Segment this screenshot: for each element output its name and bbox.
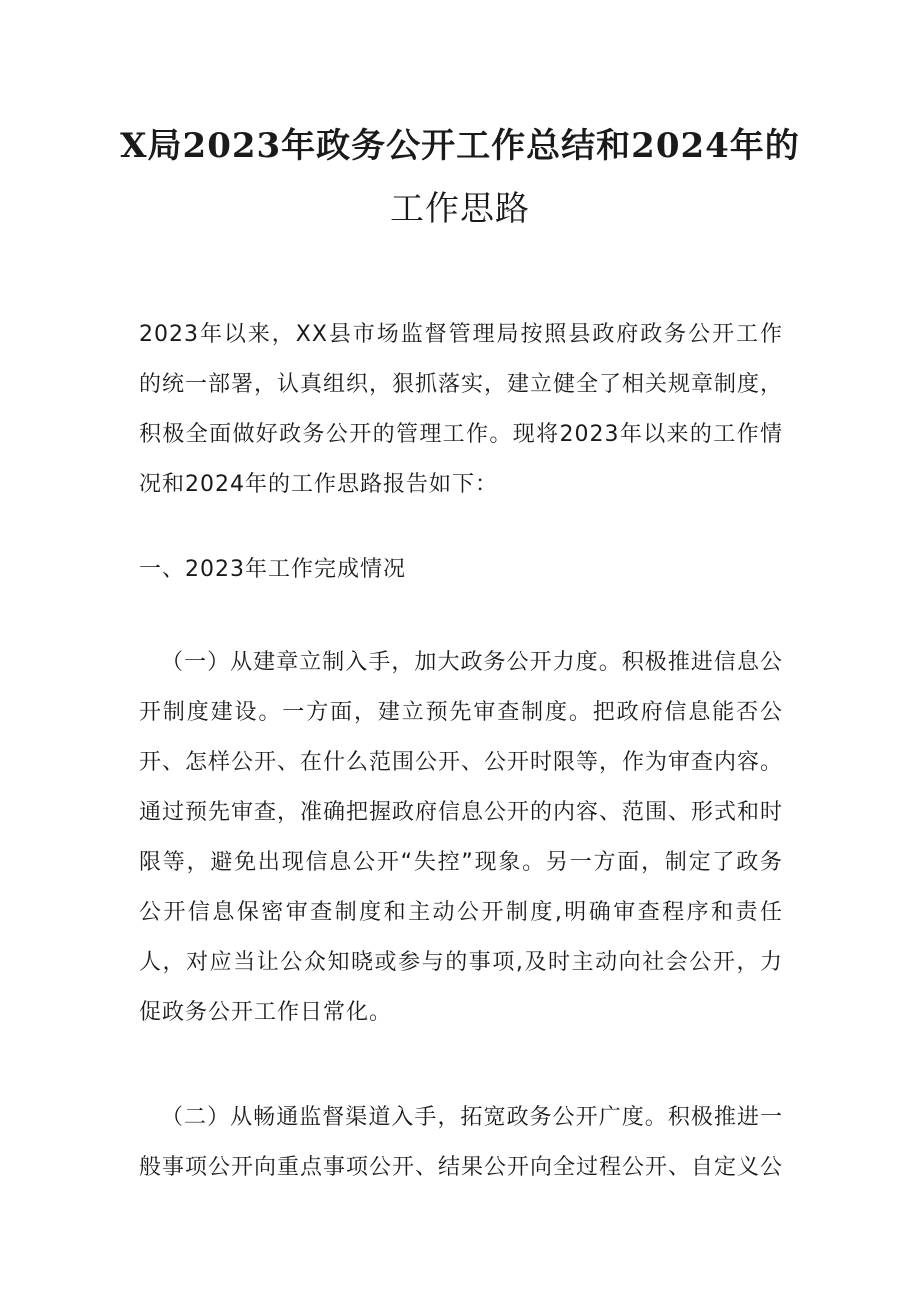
section-1-paragraph: （一）从建章立制入手，加大政务公开力度。积极推进信息公开制度建设。一方面，建立预先审查制度。把政府信息能否公开、怎样公开、在什么范围公开、公开时限等，作为审查内容。通过预先审查，准确把握政府信息公开的内容、范围、形式和时限等，避免出现信息公开“失控”现象。另一方面，制定了政务公开信息保密审查制度和主动公开制度,明确审查程序和责任人，对应当让公众知晓或参与的事项,及时主动向社会公开，力促政务公开工作日常化。 — [139, 650, 784, 1025]
intro-paragraph: 2023年以来，XX县市场监督管理局按照县政府政务公开工作的统一部署，认真组织，狠抓落实，建立健全了相关规章制度，积极全面做好政务公开的管理工作。现将2023年以来的工作情况和2024年的工作思路报告如下： — [139, 322, 784, 497]
document-title-line2: 工作思路 — [390, 189, 530, 229]
document-title-line1: X局2023年政务公开工作总结和2024年的 — [120, 126, 800, 166]
section-2-paragraph: （二）从畅通监督渠道入手，拓宽政务公开广度。积极推进一般事项公开向重点事项公开、结果公开向全过程公开、自定义公 — [139, 1105, 784, 1180]
section-heading-1: 一、2023年工作完成情况 — [139, 557, 406, 582]
